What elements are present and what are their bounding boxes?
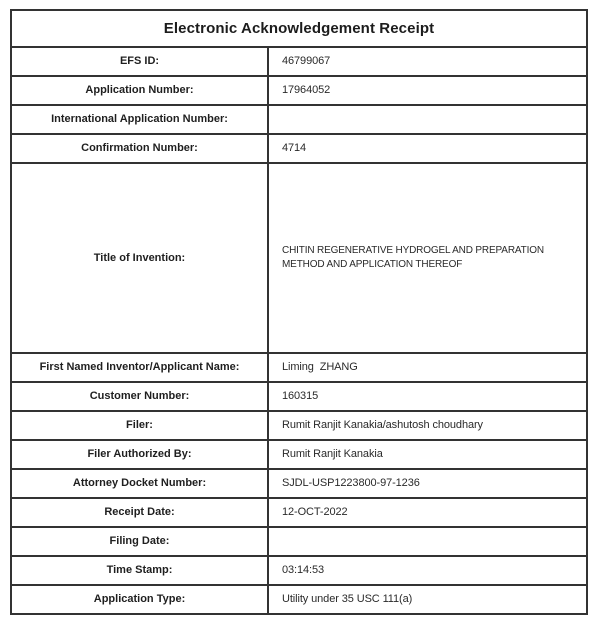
row-value: Utility under 35 USC 111(a): [282, 592, 413, 605]
row-confirmation-number: [12, 133, 586, 162]
row-value: SJDL-USP1223800-97-1236: [282, 476, 420, 489]
row-filing-date: [12, 526, 586, 555]
row-label: Customer Number:: [12, 383, 269, 410]
row-value: 03:14:53: [282, 563, 325, 576]
row-label: Filer Authorized By:: [12, 441, 269, 468]
row-label: EFS ID:: [12, 48, 269, 75]
row-label: Time Stamp:: [12, 557, 269, 584]
row-customer-number: [12, 381, 586, 410]
row-value: 12-OCT-2022: [282, 505, 348, 518]
row-application-number: [12, 75, 586, 104]
row-value: 46799067: [282, 54, 331, 67]
row-value: CHITIN REGENERATIVE HYDROGEL AND PREPARATION METHOD AND APPLICATION THEREOF: [282, 244, 547, 270]
row-value: 17964052: [282, 83, 331, 96]
row-time-stamp: [12, 555, 586, 584]
row-receipt-date: [12, 497, 586, 526]
row-filer: [12, 410, 586, 439]
row-label: First Named Inventor/Applicant Name:: [12, 354, 269, 381]
row-international-application-number: [12, 104, 586, 133]
row-value: 160315: [282, 389, 319, 402]
row-application-type: [12, 584, 586, 613]
row-filer-authorized-by: [12, 439, 586, 468]
row-attorney-docket-number: [12, 468, 586, 497]
receipt-title: Electronic Acknowledgement Receipt: [163, 20, 435, 37]
row-title-of-invention: [12, 162, 586, 352]
row-value: [269, 528, 586, 555]
row-value: Liming ZHANG: [282, 360, 358, 373]
row-label: Application Type:: [12, 586, 269, 613]
receipt-title-row: [12, 11, 586, 46]
row-label: Application Number:: [12, 77, 269, 104]
row-value: Rumit Ranjit Kanakia: [282, 447, 383, 460]
row-value: Rumit Ranjit Kanakia/ashutosh choudhary: [282, 418, 483, 431]
row-value: 4714: [282, 141, 307, 154]
row-value: [269, 106, 586, 133]
row-label: International Application Number:: [12, 106, 269, 133]
row-label: Attorney Docket Number:: [12, 470, 269, 497]
row-label: Confirmation Number:: [12, 135, 269, 162]
receipt-table: [10, 9, 588, 615]
row-label: Title of Invention:: [12, 164, 269, 352]
row-efs-id: [12, 46, 586, 75]
row-first-named-inventor: [12, 352, 586, 381]
row-label: Filer:: [12, 412, 269, 439]
row-label: Filing Date:: [12, 528, 269, 555]
row-label: Receipt Date:: [12, 499, 269, 526]
